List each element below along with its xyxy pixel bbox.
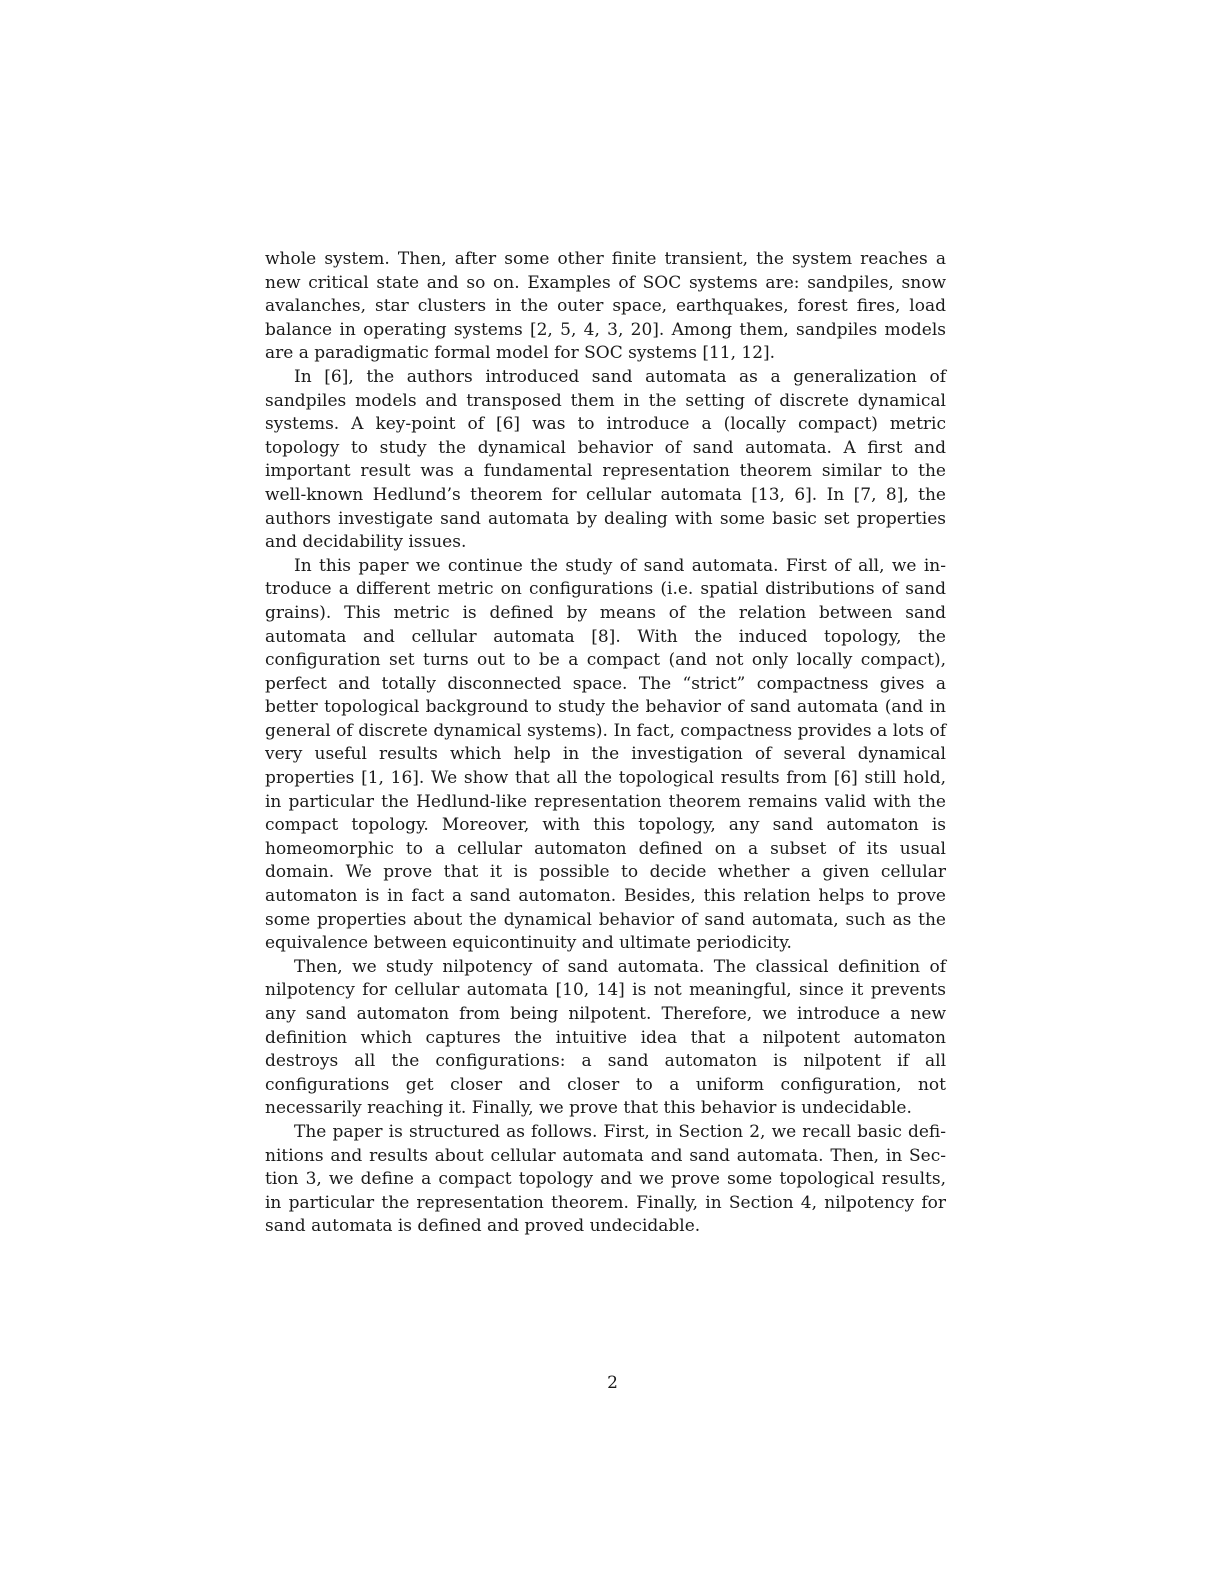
paragraph-nilpotency: Then, we study nilpotency of sand automata. The classical definition of nilpotency for cellular automata [10, 14] is not meaningful, since it prevents any sand automaton from being nilpotent. Therefore, we introduce a new definition which captures the intuitive idea that a nilpotent automaton destroys all the configurations: a sand automaton is nilpotent if all configurations get closer and closer to a uniform configuration, not necessarily reaching it. Finally, we prove that this behavior is undecidable.	[265, 956, 946, 1119]
paragraph-sand-automata-intro: In [6], the authors introduced sand automata as a generalization of sandpiles models and transposed them in the setting of discrete dynamical systems. A key-point of [6] was to introduce a (locally compact) metric topology to study the dynamical behavior of sand automata. A first and important result was a fundamental representation theorem similar to the well-known Hedlund’s theorem for cellular automata [13, 6]. In [7, 8], the authors investigate sand automata by dealing with some basic set properties and decidability issues.	[265, 366, 946, 553]
body-text	[265, 248, 946, 1239]
paragraph-paper-structure: The paper is structured as follows. First, in Section 2, we recall basic definitions and results about cellular automata and sand automata. Then, in Section 3, we define a compact topology and we prove some topological results, in particular the representation theorem. Finally, in Section 4, nilpotency for sand automata is defined and proved undecidable.	[265, 1121, 946, 1237]
paragraph-continuation: whole system. Then, after some other finite transient, the system reaches a new critical state and so on. Examples of SOC systems are: sandpiles, snow avalanches, star clusters in the outer space, earthquakes, forest fires, load balance in operating systems [2, 5, 4, 3, 20]. Among them, sandpiles models are a paradigmatic formal model for SOC systems [11, 12].	[265, 249, 946, 364]
page-number: 2	[607, 1373, 618, 1393]
paragraph-compact-topology: In this paper we continue the study of sand automata. First of all, we introduce a different metric on configurations (i.e. spatial distributions of sand grains). This metric is defined by means of the relation between sand automata and cellular automata [8]. With the induced topology, the configuration set turns out to be a compact (and not only locally compact), perfect and totally disconnected space. The “strict” compactness gives a better topological background to study the behavior of sand automata (and in general of discrete dynamical systems). In fact, compactness provides a lots of very useful results which help in the investigation of several dynamical properties [1, 16]. We show that all the topological results from [6] still hold, in particular the Hedlund-like representation theorem remains valid with the compact topology. Moreover, with this topology, any sand automaton is homeomorphic to a cellular automaton defined on a subset of its usual domain. We prove that it is possible to decide whether a given cellular automaton is in fact a sand automaton. Besides, this relation helps to prove some properties about the dynamical behavior of sand automata, such as the equivalence between equicontinuity and ultimate periodicity.	[265, 555, 946, 954]
